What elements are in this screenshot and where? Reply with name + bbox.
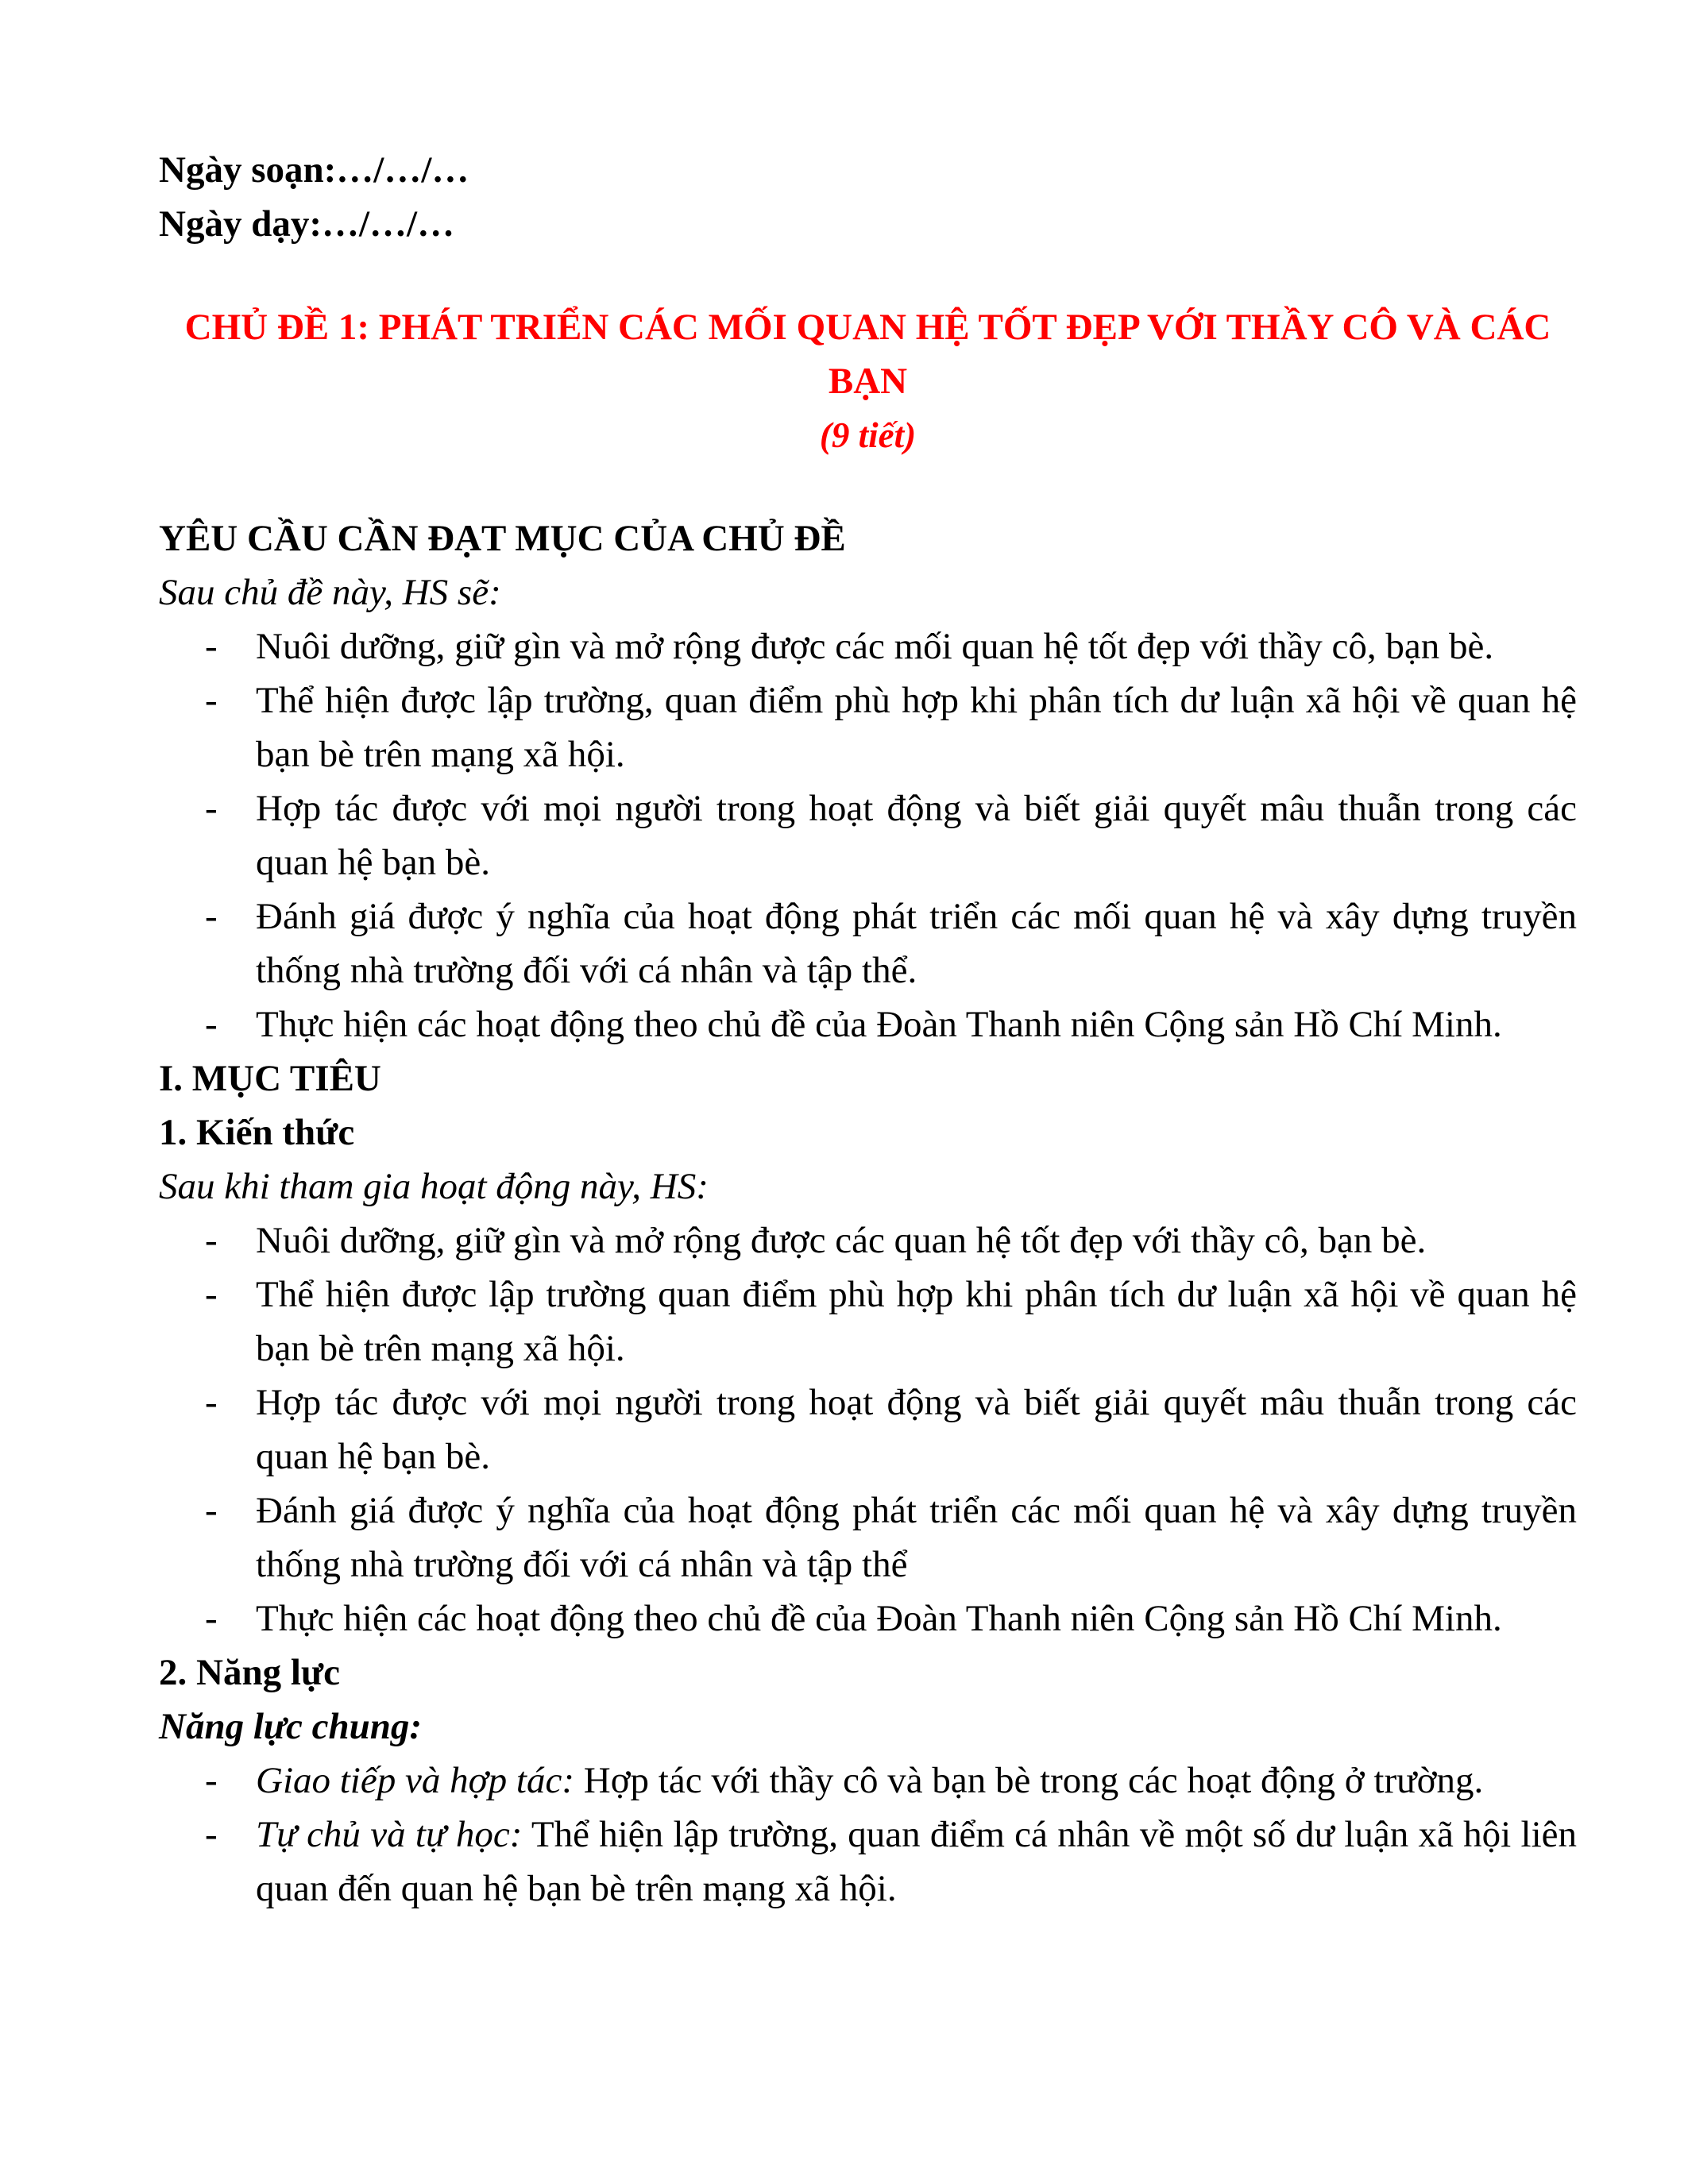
bullet-dash: -: [205, 788, 218, 829]
document-title: CHỦ ĐỀ 1: PHÁT TRIỂN CÁC MỐI QUAN HỆ TỐT ĐẸP VỚI THẦY CÔ VÀ CÁC BẠN: [184, 307, 1551, 402]
competencies-list: [159, 1754, 1577, 1916]
list-item: [159, 997, 1577, 1051]
bullet-dash: -: [205, 1490, 218, 1531]
knowledge-text: Thể hiện được lập trường quan điểm phù hợp khi phân tích dư luận xã hội về quan hệ bạn bè trên mạng xã hội.: [256, 1274, 1577, 1369]
bullet-dash: -: [205, 1274, 218, 1315]
bullet-dash: -: [205, 1760, 218, 1801]
list-item: [159, 1484, 1577, 1592]
knowledge-list: [159, 1214, 1577, 1646]
list-item: [159, 781, 1577, 889]
bullet-dash: -: [205, 1220, 218, 1261]
bullet-dash: -: [205, 1598, 218, 1639]
list-item: [159, 673, 1577, 781]
list-item: [159, 619, 1577, 673]
bullet-dash: -: [205, 1004, 218, 1045]
document-header: [159, 143, 1577, 251]
requirement-text: Hợp tác được với mọi người trong hoạt động và biết giải quyết mâu thuẫn trong các quan hệ bạn bè.: [256, 788, 1577, 883]
competency-name: Tự chủ và tự học:: [256, 1814, 523, 1855]
requirement-text: Đánh giá được ý nghĩa của hoạt động phát triển các mối quan hệ và xây dựng truyền thống nhà trường đối với cá nhân và tập thể.: [256, 896, 1577, 991]
title-block: [159, 300, 1577, 462]
requirements-heading: YÊU CẦU CẦN ĐẠT MỤC CỦA CHỦ ĐỀ: [159, 518, 846, 559]
knowledge-text: Hợp tác được với mọi người trong hoạt động và biết giải quyết mâu thuẫn trong các quan hệ bạn bè.: [256, 1382, 1577, 1477]
competencies-heading: 2. Năng lực: [159, 1652, 340, 1693]
knowledge-heading: 1. Kiến thức: [159, 1112, 355, 1153]
date-prepared-line: Ngày soạn:…/…/…: [159, 149, 469, 191]
competency-description: Thể hiện lập trường, quan điểm cá nhân về một số dư luận xã hội liên quan đến quan hệ bạn bè trên mạng xã hội.: [256, 1814, 1578, 1909]
list-item: [159, 1754, 1577, 1808]
bullet-dash: -: [205, 626, 218, 667]
bullet-dash: -: [205, 1382, 218, 1423]
requirement-text: Thể hiện được lập trường, quan điểm phù hợp khi phân tích dư luận xã hội về quan hệ bạn bè trên mạng xã hội.: [256, 680, 1577, 775]
competency-description: Hợp tác với thầy cô và bạn bè trong các hoạt động ở trường.: [574, 1760, 1484, 1801]
bullet-dash: -: [205, 1814, 218, 1855]
requirements-list: [159, 619, 1577, 1051]
list-item: [159, 1592, 1577, 1646]
competency-name: Giao tiếp và hợp tác:: [256, 1760, 574, 1801]
competencies-subheading: Năng lực chung:: [159, 1706, 423, 1747]
knowledge-intro: Sau khi tham gia hoạt động này, HS:: [159, 1166, 709, 1207]
requirement-text: Nuôi dưỡng, giữ gìn và mở rộng được các mối quan hệ tốt đẹp với thầy cô, bạn bè.: [256, 626, 1494, 667]
list-item: [159, 1376, 1577, 1484]
list-item: [159, 1214, 1577, 1268]
document-body: [159, 511, 1577, 1916]
requirements-intro: Sau chủ đề này, HS sẽ:: [159, 572, 501, 613]
knowledge-text: Thực hiện các hoạt động theo chủ đề của Đoàn Thanh niên Cộng sản Hồ Chí Minh.: [256, 1598, 1502, 1639]
list-item: [159, 1268, 1577, 1376]
list-item: [159, 889, 1577, 997]
knowledge-text: Đánh giá được ý nghĩa của hoạt động phát triển các mối quan hệ và xây dựng truyền thống nhà trường đối với cá nhân và tập thể: [256, 1490, 1577, 1585]
bullet-dash: -: [205, 896, 218, 937]
bullet-dash: -: [205, 680, 218, 721]
title-duration: (9 tiết): [819, 415, 917, 455]
objectives-heading: I. MỤC TIÊU: [159, 1058, 381, 1099]
knowledge-text: Nuôi dưỡng, giữ gìn và mở rộng được các quan hệ tốt đẹp với thầy cô, bạn bè.: [256, 1220, 1427, 1261]
list-item: [159, 1808, 1577, 1916]
requirement-text: Thực hiện các hoạt động theo chủ đề của Đoàn Thanh niên Cộng sản Hồ Chí Minh.: [256, 1004, 1502, 1045]
date-taught-line: Ngày dạy:…/…/…: [159, 203, 455, 245]
